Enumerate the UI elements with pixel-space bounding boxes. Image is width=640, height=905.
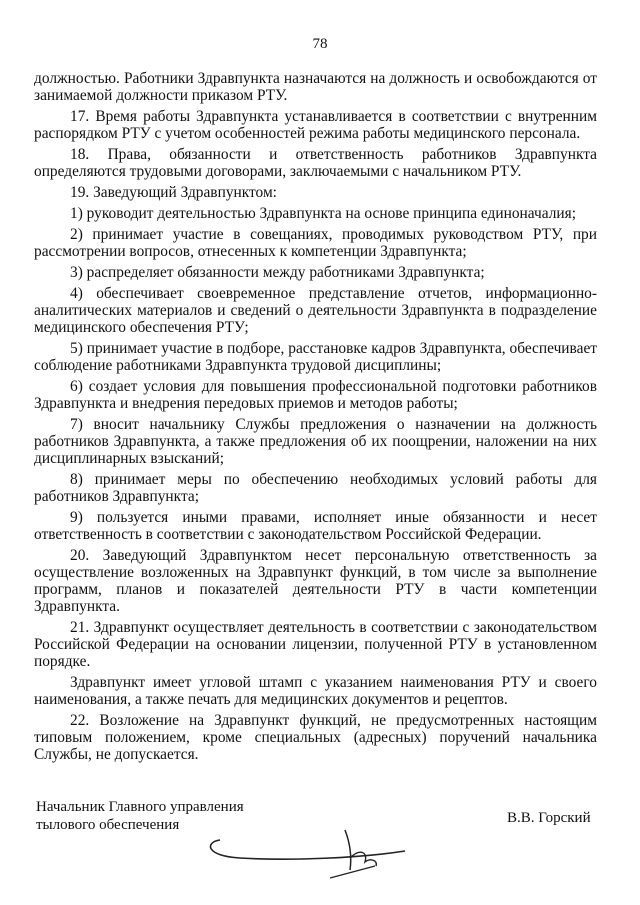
page-number: 78 (312, 36, 328, 52)
paragraph: 9) пользуется иными правами, исполняет иные обязанности и несет ответственность в соответствии с законодательством Российской Федерации. (34, 509, 597, 543)
paragraph: 2) принимает участие в совещаниях, проводимых руководством РТУ, при рассмотрении вопросов, отнесенных к компетенции Здравпункта; (34, 226, 597, 260)
signatory-title-line2: тылового обеспечения (36, 817, 180, 833)
signatory-name: В.В. Горский (507, 810, 591, 826)
paragraph: 21. Здравпункт осуществляет деятельность в соответствии с законодательством Российской Федерации на основании лицензии, полученной РТУ в установленном порядке. (34, 619, 597, 670)
handwritten-signature-icon (200, 818, 420, 888)
paragraph: Здравпункт имеет угловой штамп с указанием наименования РТУ и своего наименования, а также печать для медицинских документов и рецептов. (34, 674, 597, 708)
paragraph: 8) принимает меры по обеспечению необходимых условий работы для работников Здравпункта; (34, 471, 597, 505)
signatory-title-line1: Начальник Главного управления (36, 799, 244, 815)
document-body (34, 70, 597, 767)
paragraph: 4) обеспечивает своевременное представление отчетов, информационно-аналитических материалов и сведений о деятельности Здравпункта в подразделение медицинского обеспечения РТУ; (34, 285, 597, 336)
paragraph: должностью. Работники Здравпункта назначаются на должность и освобождаются от занимаемой должности приказом РТУ. (34, 70, 597, 104)
paragraph: 1) руководит деятельностью Здравпункта на основе принципа единоначалия; (70, 205, 576, 222)
paragraph: 20. Заведующий Здравпунктом несет персональную ответственность за осуществление возложенных на Здравпункт функций, в том числе за выполнение программ, планов и показателей деятельности РТУ в части компетенции Здравпункта. (34, 547, 597, 615)
paragraph: 5) принимает участие в подборе, расстановке кадров Здравпункта, обеспечивает соблюдение работниками Здравпункта трудовой дисциплины; (34, 340, 597, 374)
paragraph: 19. Заведующий Здравпунктом: (70, 184, 277, 201)
paragraph: 18. Права, обязанности и ответственность работников Здравпункта определяются трудовыми договорами, заключаемыми с начальником РТУ. (34, 146, 597, 180)
paragraph: 3) распределяет обязанности между работниками Здравпункта; (70, 264, 485, 281)
paragraph: 7) вносит начальнику Службы предложения о назначении на должность работников Здравпункта, а также предложения об их поощрении, наложении на них дисциплинарных взысканий; (34, 416, 597, 467)
paragraph: 6) создает условия для повышения профессиональной подготовки работников Здравпункта и внедрения передовых приемов и методов работы; (34, 378, 597, 412)
paragraph: 17. Время работы Здравпункта устанавливается в соответствии с внутренним распорядком РТУ с учетом особенностей режима работы медицинского персонала. (34, 108, 597, 142)
paragraph: 22. Возложение на Здравпункт функций, не предусмотренных настоящим типовым положением, кроме специальных (адресных) поручений начальника Службы, не допускается. (34, 712, 597, 763)
